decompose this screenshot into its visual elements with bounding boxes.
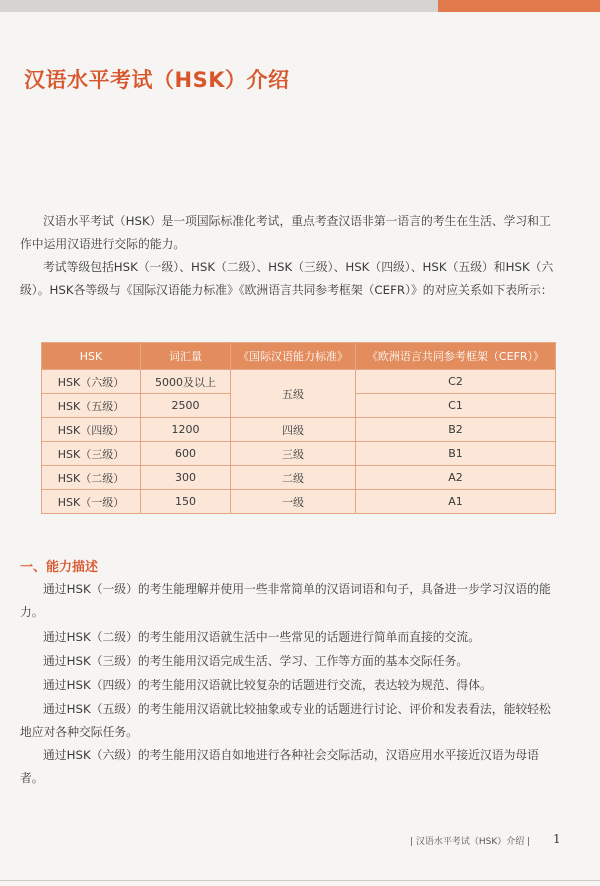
cell-cefr: B1	[356, 442, 556, 466]
cell-level: HSK（四级）	[42, 418, 141, 442]
cell-level: HSK（三级）	[42, 442, 141, 466]
ability-item-1: 通过HSK（一级）的考生能理解并使用一些非常简单的汉语词语和句子，具备进一步学习汉语的能力。	[20, 582, 551, 619]
footer-running-title: | 汉语水平考试（HSK）介绍 |	[410, 837, 531, 847]
intro-paragraph-1: 汉语水平考试（HSK）是一项国际标准化考试，重点考查汉语非第一语言的考生在生活、学习和工作中运用汉语进行交际的能力。	[20, 214, 551, 251]
header-hsk: HSK	[42, 343, 141, 370]
section-heading-ability: 一、能力描述	[20, 560, 99, 575]
cell-level: HSK（五级）	[42, 394, 141, 418]
cell-vocab: 150	[141, 490, 231, 514]
cell-standard: 四级	[231, 418, 356, 442]
ability-item-4: 通过HSK（四级）的考生能用汉语就比较复杂的话题进行交流，表达较为规范、得体。	[43, 678, 492, 692]
cell-level: HSK（六级）	[42, 370, 141, 394]
cell-standard-merged: 五级	[231, 370, 356, 418]
hsk-level-table	[41, 342, 556, 514]
cell-cefr: A2	[356, 466, 556, 490]
cell-cefr: C1	[356, 394, 556, 418]
header-vocab: 词汇量	[141, 343, 231, 370]
cell-standard: 二级	[231, 466, 356, 490]
ability-item-2: 通过HSK（二级）的考生能用汉语就生活中一些常见的话题进行简单而直接的交流。	[43, 630, 480, 644]
cell-level: HSK（二级）	[42, 466, 141, 490]
cell-vocab: 600	[141, 442, 231, 466]
cell-level: HSK（一级）	[42, 490, 141, 514]
cell-standard: 三级	[231, 442, 356, 466]
header-intl-standard: 《国际汉语能力标准》	[231, 343, 356, 370]
top-bar-grey	[0, 0, 438, 12]
cell-vocab: 2500	[141, 394, 231, 418]
cell-cefr: A1	[356, 490, 556, 514]
table-header-row	[42, 343, 556, 370]
intro-paragraph-2: 考试等级包括HSK（一级）、HSK（二级）、HSK（三级）、HSK（四级）、HSK（五级）和HSK（六级）。HSK各等级与《国际汉语能力标准》《欧洲语言共同参考框架（CEFR）》的对应关系如下表所示：	[20, 260, 554, 297]
table-row	[42, 466, 556, 490]
ability-item-6: 通过HSK（六级）的考生能用汉语自如地进行各种社会交际活动，汉语应用水平接近汉语为母语者。	[20, 748, 539, 785]
ability-item-3: 通过HSK（三级）的考生能用汉语完成生活、学习、工作等方面的基本交际任务。	[43, 654, 469, 668]
table-row	[42, 490, 556, 514]
page-title: 汉语水平考试（HSK）介绍	[24, 68, 290, 92]
cell-vocab: 1200	[141, 418, 231, 442]
bottom-divider	[0, 880, 600, 881]
table-row	[42, 442, 556, 466]
top-bar-accent	[438, 0, 600, 12]
cell-vocab: 5000及以上	[141, 370, 231, 394]
cell-standard: 一级	[231, 490, 356, 514]
table-row	[42, 418, 556, 442]
ability-item-5: 通过HSK（五级）的考生能用汉语就比较抽象或专业的话题进行讨论、评价和发表看法，能较轻松地应对各种交际任务。	[20, 702, 551, 739]
cell-cefr: C2	[356, 370, 556, 394]
page-number: 1	[553, 832, 561, 846]
header-cefr: 《欧洲语言共同参考框架（CEFR）》	[356, 343, 556, 370]
cell-cefr: B2	[356, 418, 556, 442]
table-row	[42, 370, 556, 394]
cell-vocab: 300	[141, 466, 231, 490]
